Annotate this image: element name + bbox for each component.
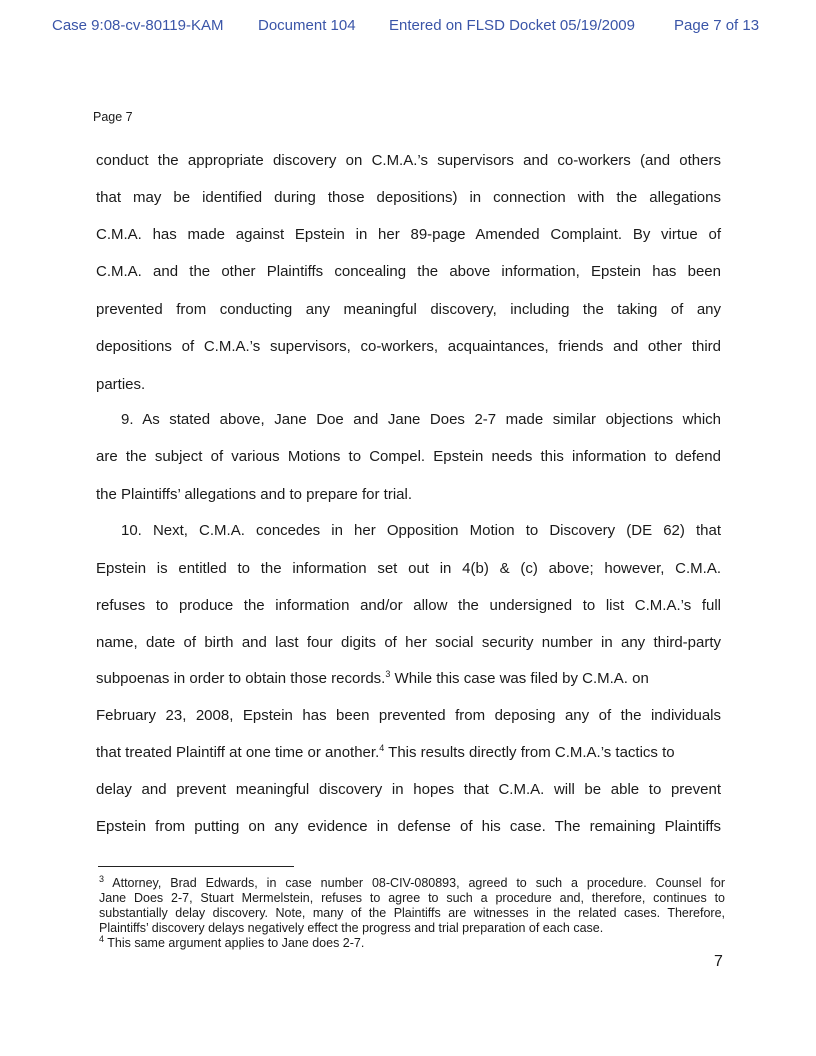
body-line: C.M.A. and the other Plaintiffs concealing the above information, Epstein has been bbox=[96, 263, 721, 280]
body-line: name, date of birth and last four digits of her social security number in any third-party bbox=[96, 634, 721, 651]
body-line: parties. bbox=[96, 376, 146, 393]
page-count: Page 7 of 13 bbox=[674, 17, 760, 34]
body-line: C.M.A. has made against Epstein in her 89-page Amended Complaint. By virtue of bbox=[96, 226, 721, 243]
footnote-3-line: substantially delay discovery. Note, many of the Plaintiffs are witnesses in the related cases. Therefore, bbox=[99, 906, 725, 920]
footnote-divider bbox=[98, 866, 294, 867]
body-text-segment: subpoenas in order to obtain those records. bbox=[96, 670, 386, 687]
paragraph-9-start: 9. As stated above, Jane Doe and Jane Does 2-7 made similar objections which bbox=[121, 411, 721, 428]
body-line: February 23, 2008, Epstein has been prevented from deposing any of the individuals bbox=[96, 707, 721, 724]
body-text-segment: While this case was filed by C.M.A. on bbox=[390, 670, 649, 687]
case-number: Case 9:08-cv-80119-KAM bbox=[52, 17, 224, 34]
footnote-3-line: Jane Does 2-7, Stuart Mermelstein, refuses to agree to such a procedure and, therefore, continues to bbox=[99, 891, 725, 905]
footnote-ref-3: 3 bbox=[385, 669, 391, 679]
footnote-number: 3 bbox=[99, 873, 105, 884]
body-line bbox=[96, 744, 721, 762]
body-line: are the subject of various Motions to Compel. Epstein needs this information to defend bbox=[96, 448, 721, 465]
body-line: prevented from conducting any meaningful discovery, including the taking of any bbox=[96, 301, 721, 318]
footnote-text: Attorney, Brad Edwards, in case number 08-CIV-080893, agreed to such a procedure. Counsel for bbox=[104, 876, 725, 890]
document-number: Document 104 bbox=[258, 17, 356, 34]
body-line: the Plaintiffs’ allegations and to prepare for trial. bbox=[96, 486, 413, 503]
footnote-4-line bbox=[99, 933, 725, 950]
body-text-segment: This results directly from C.M.A.’s tactics to bbox=[384, 744, 675, 761]
footnote-text: This same argument applies to Jane does 2-7. bbox=[104, 936, 365, 950]
footnote-3-line bbox=[99, 873, 725, 890]
body-text-segment: that treated Plaintiff at one time or another. bbox=[96, 744, 380, 761]
body-line: Epstein from putting on any evidence in defense of his case. The remaining Plaintiffs bbox=[96, 818, 721, 835]
body-line: that may be identified during those depositions) in connection with the allegations bbox=[96, 189, 721, 206]
paragraph-10-start: 10. Next, C.M.A. concedes in her Opposition Motion to Discovery (DE 62) that bbox=[121, 522, 721, 539]
body-line bbox=[96, 670, 721, 688]
page-number: 7 bbox=[714, 953, 723, 970]
page-label: Page 7 bbox=[93, 110, 133, 124]
body-line: conduct the appropriate discovery on C.M.A.’s supervisors and co-workers (and others bbox=[96, 152, 721, 169]
footnote-number: 4 bbox=[99, 933, 105, 944]
body-line: Epstein is entitled to the information set out in 4(b) & (c) above; however, C.M.A. bbox=[96, 560, 721, 577]
body-line: depositions of C.M.A.’s supervisors, co-workers, acquaintances, friends and other third bbox=[96, 338, 721, 355]
body-line: delay and prevent meaningful discovery in hopes that C.M.A. will be able to prevent bbox=[96, 781, 721, 798]
body-line: refuses to produce the information and/or allow the undersigned to list C.M.A.’s full bbox=[96, 597, 721, 614]
footnote-3-line: Plaintiffs’ discovery delays negatively effect the progress and trial preparation of each case. bbox=[99, 921, 604, 935]
footnote-ref-4: 4 bbox=[379, 743, 385, 753]
docket-entry: Entered on FLSD Docket 05/19/2009 bbox=[389, 17, 635, 34]
